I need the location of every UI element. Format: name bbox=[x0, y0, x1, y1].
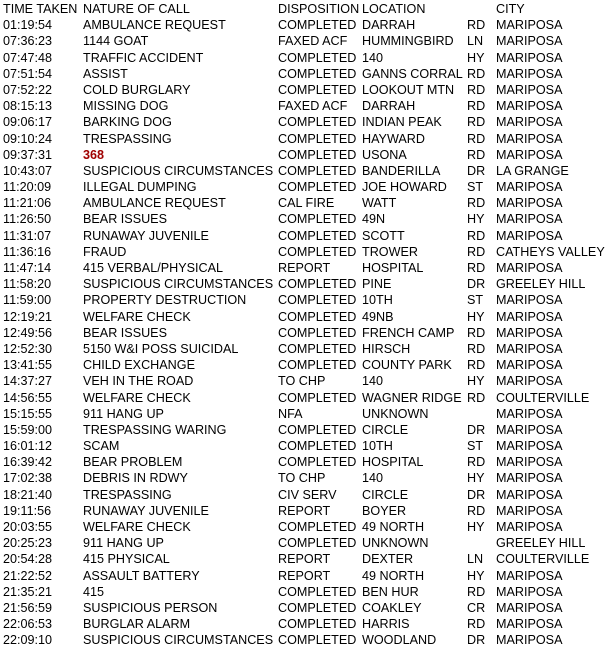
table-row bbox=[3, 438, 614, 454]
road-type-cell: HY bbox=[467, 374, 485, 389]
location-cell: SCOTT bbox=[362, 228, 405, 243]
location-cell: FRENCH CAMP bbox=[362, 325, 455, 340]
road-type-cell: HY bbox=[467, 309, 485, 324]
table-row bbox=[3, 82, 614, 98]
location-cell: 49N bbox=[362, 212, 386, 227]
disposition-cell: COMPLETED bbox=[278, 18, 357, 33]
city-cell: MARIPOSA bbox=[496, 633, 563, 648]
time-taken-cell: 10:43:07 bbox=[3, 163, 53, 178]
city-cell: GREELEY HILL bbox=[496, 536, 586, 551]
road-type-cell: DR bbox=[467, 487, 486, 502]
location-cell: UNKNOWN bbox=[362, 536, 429, 551]
road-type-cell: RD bbox=[467, 341, 486, 356]
call-log bbox=[3, 1, 614, 649]
road-type-cell: RD bbox=[467, 18, 486, 33]
table-row bbox=[3, 373, 614, 389]
road-type-cell: HY bbox=[467, 471, 485, 486]
city-cell: MARIPOSA bbox=[496, 471, 563, 486]
table-row bbox=[3, 211, 614, 227]
nature-of-call-cell: SUSPICIOUS PERSON bbox=[83, 600, 218, 615]
road-type-cell: ST bbox=[467, 180, 484, 195]
city-cell: MARIPOSA bbox=[496, 325, 563, 340]
location-cell: BANDERILLA bbox=[362, 163, 441, 178]
location-cell: WAGNER RIDGE bbox=[362, 390, 462, 405]
table-row bbox=[3, 228, 614, 244]
nature-of-call-cell: TRESPASSING bbox=[83, 487, 172, 502]
nature-of-call-cell: SUSPICIOUS CIRCUMSTANCES bbox=[83, 163, 274, 178]
time-taken-cell: 21:22:52 bbox=[3, 568, 53, 583]
location-cell: 10TH bbox=[362, 293, 393, 308]
location-cell: PINE bbox=[362, 277, 392, 292]
disposition-cell: COMPLETED bbox=[278, 293, 357, 308]
location-cell: HOSPITAL bbox=[362, 261, 424, 275]
nature-of-call-cell: 415 bbox=[83, 584, 105, 599]
road-type-cell: RD bbox=[467, 115, 486, 130]
time-taken-cell: 16:39:42 bbox=[3, 455, 53, 470]
disposition-cell: TO CHP bbox=[278, 471, 326, 486]
nature-of-call-cell: 911 HANG UP bbox=[83, 406, 164, 421]
nature-of-call-cell: RUNAWAY JUVENILE bbox=[83, 503, 209, 518]
location-cell: JOE HOWARD bbox=[362, 180, 447, 195]
disposition-cell: REPORT bbox=[278, 503, 331, 518]
table-row bbox=[3, 470, 614, 486]
nature-of-call-cell: ASSIST bbox=[83, 66, 128, 81]
table-row bbox=[3, 600, 614, 616]
nature-of-call-cell: MISSING DOG bbox=[83, 99, 169, 114]
table-row bbox=[3, 632, 614, 648]
time-taken-cell: 20:25:23 bbox=[3, 536, 53, 551]
location-cell: CIRCLE bbox=[362, 422, 409, 437]
time-taken-cell: 14:37:27 bbox=[3, 374, 53, 389]
disposition-cell: COMPLETED bbox=[278, 584, 357, 599]
table-row bbox=[3, 66, 614, 82]
time-taken-cell: 09:10:24 bbox=[3, 131, 53, 146]
disposition-cell: COMPLETED bbox=[278, 66, 357, 81]
road-type-cell: LN bbox=[467, 552, 484, 567]
nature-of-call-cell: BURGLAR ALARM bbox=[83, 617, 191, 632]
location-cell: WATT bbox=[362, 196, 397, 211]
location-cell: BOYER bbox=[362, 503, 407, 518]
location-cell: USONA bbox=[362, 147, 407, 162]
road-type-cell: RD bbox=[467, 131, 486, 146]
location-cell: WOODLAND bbox=[362, 633, 437, 648]
table-row bbox=[3, 50, 614, 66]
call-rows bbox=[3, 17, 614, 648]
table-row bbox=[3, 114, 614, 130]
nature-of-call-cell: SUSPICIOUS CIRCUMSTANCES bbox=[83, 277, 274, 292]
disposition-cell: COMPLETED bbox=[278, 163, 357, 178]
header-time-taken: TIME TAKEN bbox=[3, 2, 78, 16]
city-cell: MARIPOSA bbox=[496, 358, 563, 373]
header-city: CITY bbox=[496, 2, 525, 16]
time-taken-cell: 11:58:20 bbox=[3, 277, 52, 292]
time-taken-cell: 11:21:06 bbox=[3, 196, 52, 211]
disposition-cell: REPORT bbox=[278, 261, 331, 275]
road-type-cell: RD bbox=[467, 617, 486, 632]
road-type-cell: CR bbox=[467, 600, 486, 615]
table-row bbox=[3, 179, 614, 195]
time-taken-cell: 22:06:53 bbox=[3, 617, 53, 632]
time-taken-cell: 15:59:00 bbox=[3, 422, 53, 437]
nature-of-call-cell: BEAR ISSUES bbox=[83, 325, 167, 340]
location-cell: UNKNOWN bbox=[362, 406, 429, 421]
city-cell: MARIPOSA bbox=[496, 503, 563, 518]
road-type-cell: RD bbox=[467, 244, 486, 259]
road-type-cell: RD bbox=[467, 261, 486, 275]
road-type-cell: RD bbox=[467, 147, 486, 162]
city-cell: MARIPOSA bbox=[496, 455, 563, 470]
road-type-cell: LN bbox=[467, 34, 484, 49]
location-cell: HOSPITAL bbox=[362, 455, 424, 470]
time-taken-cell: 11:31:07 bbox=[3, 228, 52, 243]
nature-of-call-cell: AMBULANCE REQUEST bbox=[83, 18, 226, 33]
road-type-cell: ST bbox=[467, 439, 484, 454]
nature-of-call-cell: AMBULANCE REQUEST bbox=[83, 196, 226, 211]
table-row bbox=[3, 147, 614, 163]
disposition-cell: COMPLETED bbox=[278, 325, 357, 340]
location-cell: DARRAH bbox=[362, 18, 416, 33]
nature-of-call-cell: TRESPASSING WARING bbox=[83, 422, 227, 437]
location-cell: 49 NORTH bbox=[362, 568, 425, 583]
table-row bbox=[3, 325, 614, 341]
table-row bbox=[3, 195, 614, 211]
table-row bbox=[3, 309, 614, 325]
location-cell: LOOKOUT MTN bbox=[362, 82, 455, 97]
road-type-cell: ST bbox=[467, 293, 484, 308]
nature-of-call-cell: VEH IN THE ROAD bbox=[83, 374, 194, 389]
disposition-cell: COMPLETED bbox=[278, 439, 357, 454]
city-cell: MARIPOSA bbox=[496, 261, 563, 275]
time-taken-cell: 21:35:21 bbox=[3, 584, 53, 599]
time-taken-cell: 07:51:54 bbox=[3, 66, 53, 81]
time-taken-cell: 07:36:23 bbox=[3, 34, 53, 49]
nature-of-call-cell: SUSPICIOUS CIRCUMSTANCES bbox=[83, 633, 274, 648]
table-row bbox=[3, 276, 614, 292]
disposition-cell: COMPLETED bbox=[278, 277, 357, 292]
disposition-cell: COMPLETED bbox=[278, 244, 357, 259]
road-type-cell: RD bbox=[467, 196, 486, 211]
location-cell: 49 NORTH bbox=[362, 520, 425, 534]
header-row bbox=[3, 1, 614, 17]
location-cell: HARRIS bbox=[362, 617, 410, 632]
road-type-cell: HY bbox=[467, 50, 485, 65]
road-type-cell: RD bbox=[467, 325, 486, 340]
table-row bbox=[3, 568, 614, 584]
location-cell: HUMMINGBIRD bbox=[362, 34, 454, 49]
city-cell: MARIPOSA bbox=[496, 341, 563, 356]
city-cell: MARIPOSA bbox=[496, 600, 563, 615]
disposition-cell: COMPLETED bbox=[278, 212, 357, 227]
header-disposition: DISPOSITION bbox=[278, 2, 360, 16]
city-cell: GREELEY HILL bbox=[496, 277, 586, 292]
city-cell: LA GRANGE bbox=[496, 163, 569, 178]
header-location: LOCATION bbox=[362, 2, 426, 16]
nature-of-call-cell: WELFARE CHECK bbox=[83, 390, 191, 405]
city-cell: MARIPOSA bbox=[496, 228, 563, 243]
disposition-cell: TO CHP bbox=[278, 374, 326, 389]
time-taken-cell: 20:03:55 bbox=[3, 520, 53, 534]
road-type-cell: RD bbox=[467, 503, 486, 518]
time-taken-cell: 12:52:30 bbox=[3, 341, 53, 356]
time-taken-cell: 13:41:55 bbox=[3, 358, 53, 373]
disposition-cell: COMPLETED bbox=[278, 115, 357, 130]
road-type-cell: HY bbox=[467, 212, 485, 227]
city-cell: MARIPOSA bbox=[496, 131, 563, 146]
city-cell: MARIPOSA bbox=[496, 309, 563, 324]
nature-of-call-cell: COLD BURGLARY bbox=[83, 82, 191, 97]
location-cell: INDIAN PEAK bbox=[362, 115, 442, 130]
city-cell: MARIPOSA bbox=[496, 34, 563, 49]
city-cell: MARIPOSA bbox=[496, 617, 563, 632]
table-row bbox=[3, 616, 614, 632]
location-cell: TROWER bbox=[362, 244, 418, 259]
location-cell: 140 bbox=[362, 471, 384, 486]
city-cell: COULTERVILLE bbox=[496, 552, 590, 567]
table-row bbox=[3, 357, 614, 373]
time-taken-cell: 01:19:54 bbox=[3, 18, 53, 33]
table-row bbox=[3, 551, 614, 567]
table-row bbox=[3, 260, 614, 276]
city-cell: COULTERVILLE bbox=[496, 390, 590, 405]
road-type-cell: DR bbox=[467, 163, 486, 178]
road-type-cell: RD bbox=[467, 390, 486, 405]
city-cell: MARIPOSA bbox=[496, 50, 563, 65]
nature-of-call-cell: TRAFFIC ACCIDENT bbox=[83, 50, 204, 65]
disposition-cell: COMPLETED bbox=[278, 617, 357, 632]
city-cell: MARIPOSA bbox=[496, 293, 563, 308]
nature-of-call-cell: WELFARE CHECK bbox=[83, 520, 191, 534]
city-cell: MARIPOSA bbox=[496, 584, 563, 599]
time-taken-cell: 09:06:17 bbox=[3, 115, 53, 130]
disposition-cell: COMPLETED bbox=[278, 536, 357, 551]
location-cell: BEN HUR bbox=[362, 584, 419, 599]
nature-of-call-cell: 368 bbox=[83, 147, 105, 162]
nature-of-call-cell: 415 PHYSICAL bbox=[83, 552, 170, 567]
city-cell: MARIPOSA bbox=[496, 439, 563, 454]
location-cell: 10TH bbox=[362, 439, 393, 454]
nature-of-call-cell: RUNAWAY JUVENILE bbox=[83, 228, 209, 243]
time-taken-cell: 07:47:48 bbox=[3, 50, 53, 65]
road-type-cell: DR bbox=[467, 633, 486, 648]
road-type-cell: RD bbox=[467, 228, 486, 243]
table-row bbox=[3, 33, 614, 49]
city-cell: MARIPOSA bbox=[496, 212, 563, 227]
table-row bbox=[3, 244, 614, 260]
disposition-cell: COMPLETED bbox=[278, 422, 357, 437]
city-cell: MARIPOSA bbox=[496, 406, 563, 421]
disposition-cell: CIV SERV bbox=[278, 487, 337, 502]
city-cell: MARIPOSA bbox=[496, 520, 563, 534]
disposition-cell: NFA bbox=[278, 406, 303, 421]
location-cell: 140 bbox=[362, 50, 384, 65]
nature-of-call-cell: 415 VERBAL/PHYSICAL bbox=[83, 261, 224, 275]
nature-of-call-cell: PROPERTY DESTRUCTION bbox=[83, 293, 247, 308]
table-row bbox=[3, 535, 614, 551]
table-row bbox=[3, 454, 614, 470]
table-row bbox=[3, 98, 614, 114]
road-type-cell: RD bbox=[467, 358, 486, 373]
time-taken-cell: 18:21:40 bbox=[3, 487, 53, 502]
time-taken-cell: 09:37:31 bbox=[3, 147, 53, 162]
disposition-cell: COMPLETED bbox=[278, 180, 357, 195]
nature-of-call-cell: TRESPASSING bbox=[83, 131, 172, 146]
location-cell: 49NB bbox=[362, 309, 394, 324]
time-taken-cell: 07:52:22 bbox=[3, 82, 53, 97]
road-type-cell: HY bbox=[467, 520, 485, 534]
disposition-cell: REPORT bbox=[278, 552, 331, 567]
location-cell: COAKLEY bbox=[362, 600, 422, 615]
time-taken-cell: 08:15:13 bbox=[3, 99, 53, 114]
disposition-cell: COMPLETED bbox=[278, 147, 357, 162]
location-cell: DARRAH bbox=[362, 99, 416, 114]
city-cell: MARIPOSA bbox=[496, 115, 563, 130]
table-row bbox=[3, 163, 614, 179]
disposition-cell: COMPLETED bbox=[278, 228, 357, 243]
time-taken-cell: 14:56:55 bbox=[3, 390, 53, 405]
nature-of-call-cell: FRAUD bbox=[83, 244, 127, 259]
road-type-cell: HY bbox=[467, 568, 485, 583]
disposition-cell: REPORT bbox=[278, 568, 331, 583]
nature-of-call-cell: BEAR ISSUES bbox=[83, 212, 167, 227]
time-taken-cell: 15:15:55 bbox=[3, 406, 53, 421]
table-row bbox=[3, 519, 614, 535]
time-taken-cell: 22:09:10 bbox=[3, 633, 53, 648]
disposition-cell: COMPLETED bbox=[278, 131, 357, 146]
road-type-cell: DR bbox=[467, 277, 486, 292]
disposition-cell: COMPLETED bbox=[278, 341, 357, 356]
road-type-cell: RD bbox=[467, 584, 486, 599]
table-row bbox=[3, 584, 614, 600]
road-type-cell: RD bbox=[467, 82, 486, 97]
road-type-cell: RD bbox=[467, 455, 486, 470]
location-cell: GANNS CORRAL bbox=[362, 66, 463, 81]
city-cell: MARIPOSA bbox=[496, 99, 563, 114]
nature-of-call-cell: 911 HANG UP bbox=[83, 536, 164, 551]
city-cell: CATHEYS VALLEY bbox=[496, 244, 605, 259]
disposition-cell: COMPLETED bbox=[278, 600, 357, 615]
time-taken-cell: 11:36:16 bbox=[3, 244, 52, 259]
table-row bbox=[3, 422, 614, 438]
disposition-cell: COMPLETED bbox=[278, 82, 357, 97]
nature-of-call-cell: 5150 W&I POSS SUICIDAL bbox=[83, 341, 239, 356]
road-type-cell: RD bbox=[467, 66, 486, 81]
city-cell: MARIPOSA bbox=[496, 66, 563, 81]
disposition-cell: COMPLETED bbox=[278, 633, 357, 648]
time-taken-cell: 11:26:50 bbox=[3, 212, 52, 227]
road-type-cell: RD bbox=[467, 99, 486, 114]
disposition-cell: COMPLETED bbox=[278, 309, 357, 324]
location-cell: HAYWARD bbox=[362, 131, 425, 146]
disposition-cell: COMPLETED bbox=[278, 50, 357, 65]
location-cell: HIRSCH bbox=[362, 341, 411, 356]
time-taken-cell: 12:19:21 bbox=[3, 309, 53, 324]
time-taken-cell: 19:11:56 bbox=[3, 503, 52, 518]
location-cell: COUNTY PARK bbox=[362, 358, 452, 373]
disposition-cell: COMPLETED bbox=[278, 390, 357, 405]
disposition-cell: FAXED ACF bbox=[278, 34, 348, 49]
table-row bbox=[3, 17, 614, 33]
city-cell: MARIPOSA bbox=[496, 374, 563, 389]
time-taken-cell: 20:54:28 bbox=[3, 552, 53, 567]
city-cell: MARIPOSA bbox=[496, 82, 563, 97]
location-cell: DEXTER bbox=[362, 552, 414, 567]
nature-of-call-cell: ILLEGAL DUMPING bbox=[83, 180, 197, 195]
city-cell: MARIPOSA bbox=[496, 422, 563, 437]
nature-of-call-cell: 1144 GOAT bbox=[83, 34, 149, 49]
nature-of-call-cell: BEAR PROBLEM bbox=[83, 455, 183, 470]
table-row bbox=[3, 390, 614, 406]
city-cell: MARIPOSA bbox=[496, 487, 563, 502]
table-row bbox=[3, 487, 614, 503]
nature-of-call-cell: CHILD EXCHANGE bbox=[83, 358, 195, 373]
nature-of-call-cell: SCAM bbox=[83, 439, 120, 454]
time-taken-cell: 17:02:38 bbox=[3, 471, 53, 486]
city-cell: MARIPOSA bbox=[496, 196, 563, 211]
nature-of-call-cell: ASSAULT BATTERY bbox=[83, 568, 200, 583]
time-taken-cell: 11:59:00 bbox=[3, 293, 52, 308]
table-row bbox=[3, 503, 614, 519]
location-cell: CIRCLE bbox=[362, 487, 409, 502]
city-cell: MARIPOSA bbox=[496, 147, 563, 162]
disposition-cell: CAL FIRE bbox=[278, 196, 335, 211]
table-row bbox=[3, 406, 614, 422]
road-type-cell: DR bbox=[467, 422, 486, 437]
header-nature-of-call: NATURE OF CALL bbox=[83, 2, 190, 16]
nature-of-call-cell: BARKING DOG bbox=[83, 115, 172, 130]
city-cell: MARIPOSA bbox=[496, 18, 563, 33]
table-row bbox=[3, 341, 614, 357]
disposition-cell: COMPLETED bbox=[278, 520, 357, 534]
city-cell: MARIPOSA bbox=[496, 180, 563, 195]
time-taken-cell: 11:47:14 bbox=[3, 261, 52, 275]
disposition-cell: FAXED ACF bbox=[278, 99, 348, 114]
time-taken-cell: 11:20:09 bbox=[3, 180, 52, 195]
nature-of-call-cell: WELFARE CHECK bbox=[83, 309, 191, 324]
nature-of-call-cell: DEBRIS IN RDWY bbox=[83, 471, 188, 486]
time-taken-cell: 16:01:12 bbox=[3, 439, 53, 454]
location-cell: 140 bbox=[362, 374, 384, 389]
disposition-cell: COMPLETED bbox=[278, 455, 357, 470]
city-cell: MARIPOSA bbox=[496, 568, 563, 583]
table-row bbox=[3, 292, 614, 308]
time-taken-cell: 21:56:59 bbox=[3, 600, 53, 615]
disposition-cell: COMPLETED bbox=[278, 358, 357, 373]
time-taken-cell: 12:49:56 bbox=[3, 325, 53, 340]
table-row bbox=[3, 131, 614, 147]
